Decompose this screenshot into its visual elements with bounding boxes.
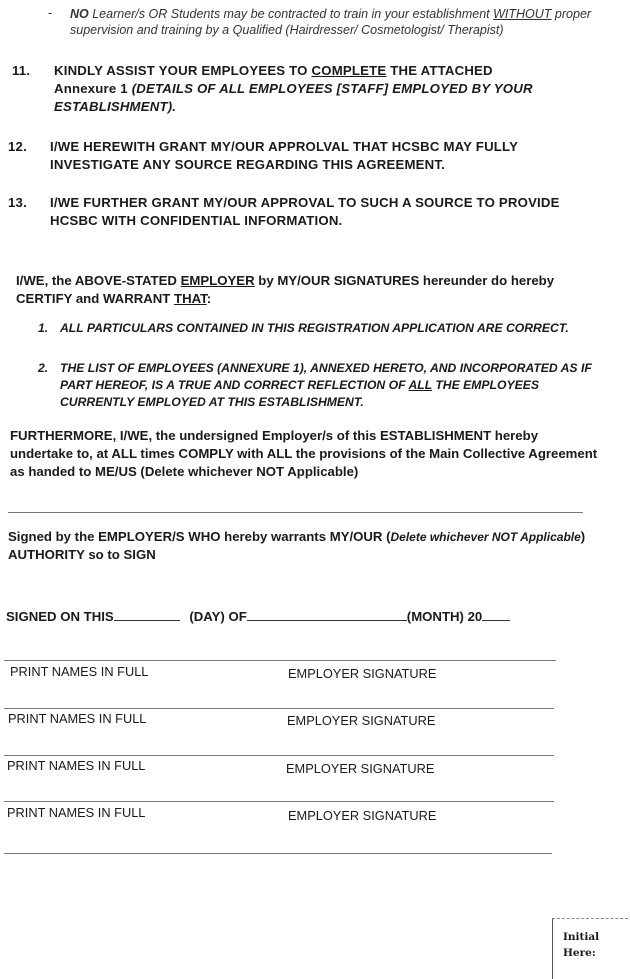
print-names-label: PRINT NAMES IN FULL [7, 805, 146, 820]
cert-item-2-text-a: THE LIST OF EMPLOYEES (ANNEXURE 1), ANNEXED HERETO, AND INCORPORATED AS IF PART HEREOF, IS A TRUE AND CORRECT REFLECTION OF [60, 361, 592, 392]
cert-item-2-all: ALL [408, 378, 432, 392]
item-11 [12, 62, 612, 114]
certify-employer: EMPLOYER [180, 273, 255, 288]
employer-signature-label: EMPLOYER SIGNATURE [288, 808, 437, 823]
top-note-dash: - [48, 6, 53, 20]
print-names-label: PRINT NAMES IN FULL [10, 664, 149, 679]
item-11-annexure: Annexure 1 [54, 81, 132, 96]
top-note [70, 6, 615, 38]
item-number: 11. [12, 63, 31, 78]
signature-line[interactable] [4, 801, 554, 802]
item-12 [8, 138, 612, 178]
month-blank-field[interactable] [247, 608, 407, 621]
cert-item-2-text-b: THE EMPLOYEES CURRENTLY EMPLOYED AT THIS ESTABLISHMENT. [60, 378, 539, 409]
item-11-complete: COMPLETE [311, 63, 387, 78]
year-blank-field[interactable] [482, 608, 510, 621]
day-blank-field[interactable] [114, 608, 180, 621]
divider-line [8, 512, 583, 513]
cert-item-1 [38, 320, 608, 354]
certify-text-a: I/WE, the ABOVE-STATED [16, 273, 181, 288]
day-of-label: (DAY) OF [189, 609, 247, 624]
item-11-text-b: THE ATTACHED [386, 63, 493, 78]
furthermore-paragraph: FURTHERMORE, I/WE, the undersigned Employer/s of this ESTABLISHMENT hereby undertake to, at ALL times COMPLY with ALL the provisions of the Main Collective Agreement as handed to ME/US (Delete whichever NOT Applicable) [10, 428, 598, 479]
cert-item-number: 2. [38, 361, 49, 375]
signed-by-text-c: ) AUTHORITY so to SIGN [8, 529, 586, 562]
item-13 [8, 194, 612, 234]
month-year-label: (MONTH) 20 [406, 609, 483, 624]
signature-line[interactable] [4, 708, 554, 709]
top-note-without: WITHOUT [493, 7, 552, 21]
cert-item-number: 1. [38, 321, 49, 335]
item-11-text-a: KINDLY ASSIST YOUR EMPLOYEES TO [54, 63, 312, 78]
cert-item-text [60, 360, 600, 411]
top-note-text-2: proper supervision and training by a Qualified (Hairdresser/ Cosmetologist/ Therapist) [70, 7, 592, 37]
item-13-text: I/WE FURTHER GRANT MY/OUR APPROVAL TO SUCH A SOURCE TO PROVIDE HCSBC WITH CONFIDENTIAL INFORMATION. [50, 195, 560, 228]
initial-label: Initial [563, 931, 600, 943]
certify-text-b: by MY/OUR SIGNATURES hereunder do hereby CERTIFY and WARRANT [16, 273, 555, 306]
signature-line[interactable] [4, 853, 552, 854]
item-number: 13. [8, 195, 27, 210]
signed-by-paragraph [8, 528, 603, 564]
signed-by-text-a: Signed by the EMPLOYER/S WHO hereby warrants MY/OUR ( [8, 529, 391, 544]
signature-line[interactable] [4, 660, 556, 661]
item-11-body [54, 62, 594, 116]
item-11-details: (DETAILS OF ALL EMPLOYEES [STAFF] EMPLOYED BY YOUR ESTABLISHMENT). [54, 81, 533, 114]
top-note-text: Learner/s OR Students may be contracted to train in your establishment [88, 7, 494, 21]
print-names-label: PRINT NAMES IN FULL [7, 758, 146, 773]
certify-paragraph [16, 272, 596, 308]
signed-on-label: SIGNED ON THIS [6, 609, 114, 624]
signed-by-delete-note: Delete whichever NOT Applicable [390, 530, 581, 544]
cert-item-2 [38, 360, 608, 412]
top-note-no: NO [70, 7, 89, 21]
signature-line[interactable] [4, 755, 554, 756]
signed-on-line [6, 608, 616, 626]
employer-signature-label: EMPLOYER SIGNATURE [287, 713, 436, 728]
item-number: 12. [8, 139, 27, 154]
certify-that: THAT [174, 291, 207, 306]
here-label: Here: [563, 947, 596, 959]
print-names-label: PRINT NAMES IN FULL [8, 711, 147, 726]
item-12-text: I/WE HEREWITH GRANT MY/OUR APPROLVAL THAT HCSBC MAY FULLY INVESTIGATE ANY SOURCE REGARDING THIS AGREEMENT. [50, 139, 518, 172]
employer-signature-label: EMPLOYER SIGNATURE [286, 761, 435, 776]
employer-signature-label: EMPLOYER SIGNATURE [288, 666, 437, 681]
cert-item-text: ALL PARTICULARS CONTAINED IN THIS REGISTRATION APPLICATION ARE CORRECT. [60, 321, 569, 335]
certify-colon: : [206, 291, 212, 306]
initial-box[interactable] [552, 918, 630, 979]
